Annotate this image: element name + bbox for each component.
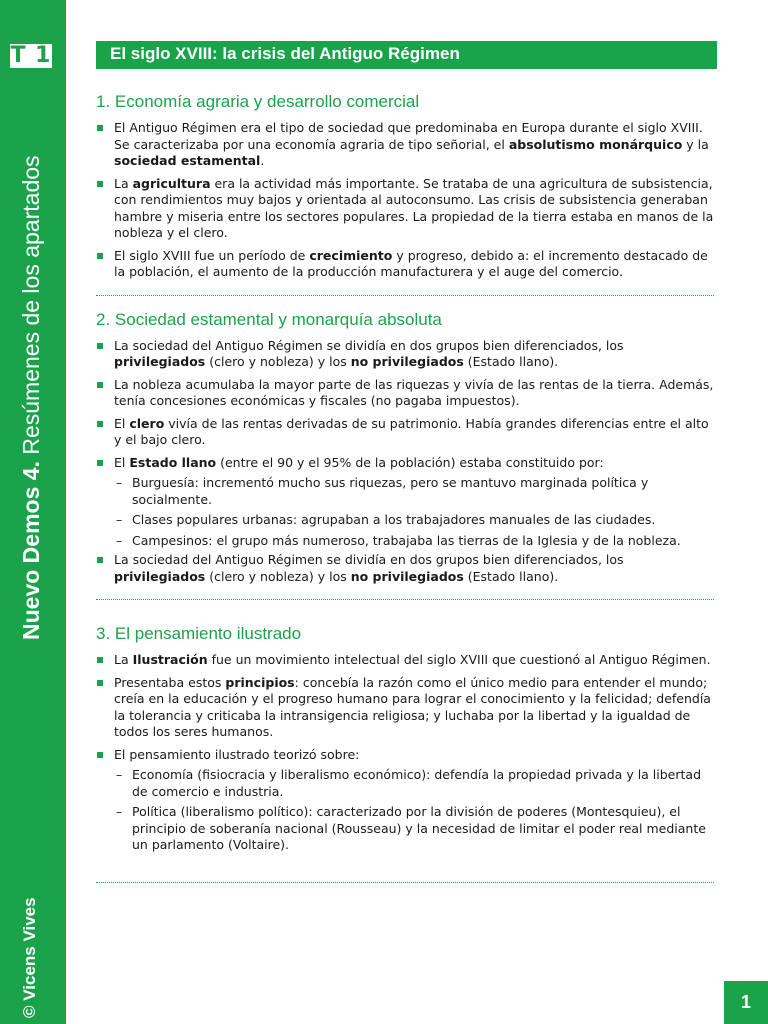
list-item: El Estado llano (entre el 90 y el 95% de la población) estaba constituido por: <box>96 455 714 472</box>
bullet-list <box>96 552 714 585</box>
chapter-header <box>96 41 717 69</box>
dash-list <box>96 767 714 854</box>
main-content <box>96 90 714 895</box>
bullet-list <box>96 652 714 763</box>
publisher-copyright: © Vicens Vives <box>20 897 39 1018</box>
list-item: La nobleza acumulaba la mayor parte de las riquezas y vivía de las rentas de la tierra. Además, tenía concesiones económicas y fiscales (no pagaba impuestos). <box>96 377 714 410</box>
list-item: El Antiguo Régimen era el tipo de sociedad que predominaba en Europa durante el siglo XVIII. Se caracterizaba por una economía agraria de tipo señorial, el absolutismo monárquico y la sociedad estamental. <box>96 120 714 170</box>
list-item: La sociedad del Antiguo Régimen se dividía en dos grupos bien diferenciados, los privilegiados (clero y nobleza) y los no privilegiados (Estado llano). <box>96 338 714 371</box>
sidebar <box>0 0 66 1024</box>
list-item: Presentaba estos principios: concebía la razón como el único medio para entender el mundo; creía en la educación y el progreso humano para lograr el conocimiento y la felicidad; defendía la tolerancia y criticaba la intransigencia religiosa; y luchaba por la libertad y la igualdad de todos los seres humanos. <box>96 675 714 741</box>
bullet-list <box>96 120 714 281</box>
section-heading: 2. Sociedad estamental y monarquía absoluta <box>96 309 442 329</box>
section-heading: 3. El pensamiento ilustrado <box>96 624 302 643</box>
series-name: Nuevo Demos 4. <box>18 461 44 640</box>
dash-list <box>96 475 714 549</box>
dotted-divider <box>96 599 714 600</box>
book-series-title <box>18 155 45 640</box>
bullet-list <box>96 338 714 472</box>
list-item: La Ilustración fue un movimiento intelectual del siglo XVIII que cuestionó al Antiguo Régimen. <box>96 652 714 669</box>
dash-item: – Economía (fisiocracia y liberalismo económico): defendía la propiedad privada y la libertad de comercio e industria. <box>96 767 714 800</box>
dash-item: – Política (liberalismo político): caracterizado por la división de poderes (Montesquieu), el principio de soberanía nacional (Rousseau) y la necesidad de limitar el poder real mediante un parlamento (Voltaire). <box>96 804 714 854</box>
list-item: El clero vivía de las rentas derivadas de su patrimonio. Había grandes diferencias entre el alto y el bajo clero. <box>96 416 714 449</box>
series-subtitle: Resúmenes de los apartados <box>18 155 44 462</box>
chapter-title: El siglo XVIII: la crisis del Antiguo Régimen <box>110 44 460 63</box>
dotted-divider <box>96 295 714 296</box>
list-item: El siglo XVIII fue un período de crecimiento y progreso, debido a: el incremento destacado de la población, el aumento de la producción manufacturera y el auge del comercio. <box>96 248 714 281</box>
page-number: 1 <box>724 981 768 1024</box>
section-heading: 1. Economía agraria y desarrollo comercial <box>96 92 420 111</box>
dash-item: – Campesinos: el grupo más numeroso, trabajaba las tierras de la Iglesia y de la nobleza. <box>96 533 714 550</box>
list-item: La sociedad del Antiguo Régimen se dividía en dos grupos bien diferenciados, los privilegiados (clero y nobleza) y los no privilegiados (Estado llano). <box>96 552 714 585</box>
list-item: La agricultura era la actividad más importante. Se trataba de una agricultura de subsistencia, con rendimientos muy bajos y orientada al autoconsumo. Las crisis de subsistencia generaban hambre y miseria entre los sectores populares. La propiedad de la tierra estaba en manos de la nobleza y el clero. <box>96 176 714 242</box>
dotted-divider <box>96 882 714 883</box>
topic-badge: T 1 <box>8 42 54 70</box>
dash-item: – Clases populares urbanas: agrupaban a los trabajadores manuales de las ciudades. <box>96 512 714 529</box>
list-item: El pensamiento ilustrado teorizó sobre: <box>96 747 714 764</box>
dash-item: – Burguesía: incrementó mucho sus riquezas, pero se mantuvo marginada política y socialmente. <box>96 475 714 508</box>
